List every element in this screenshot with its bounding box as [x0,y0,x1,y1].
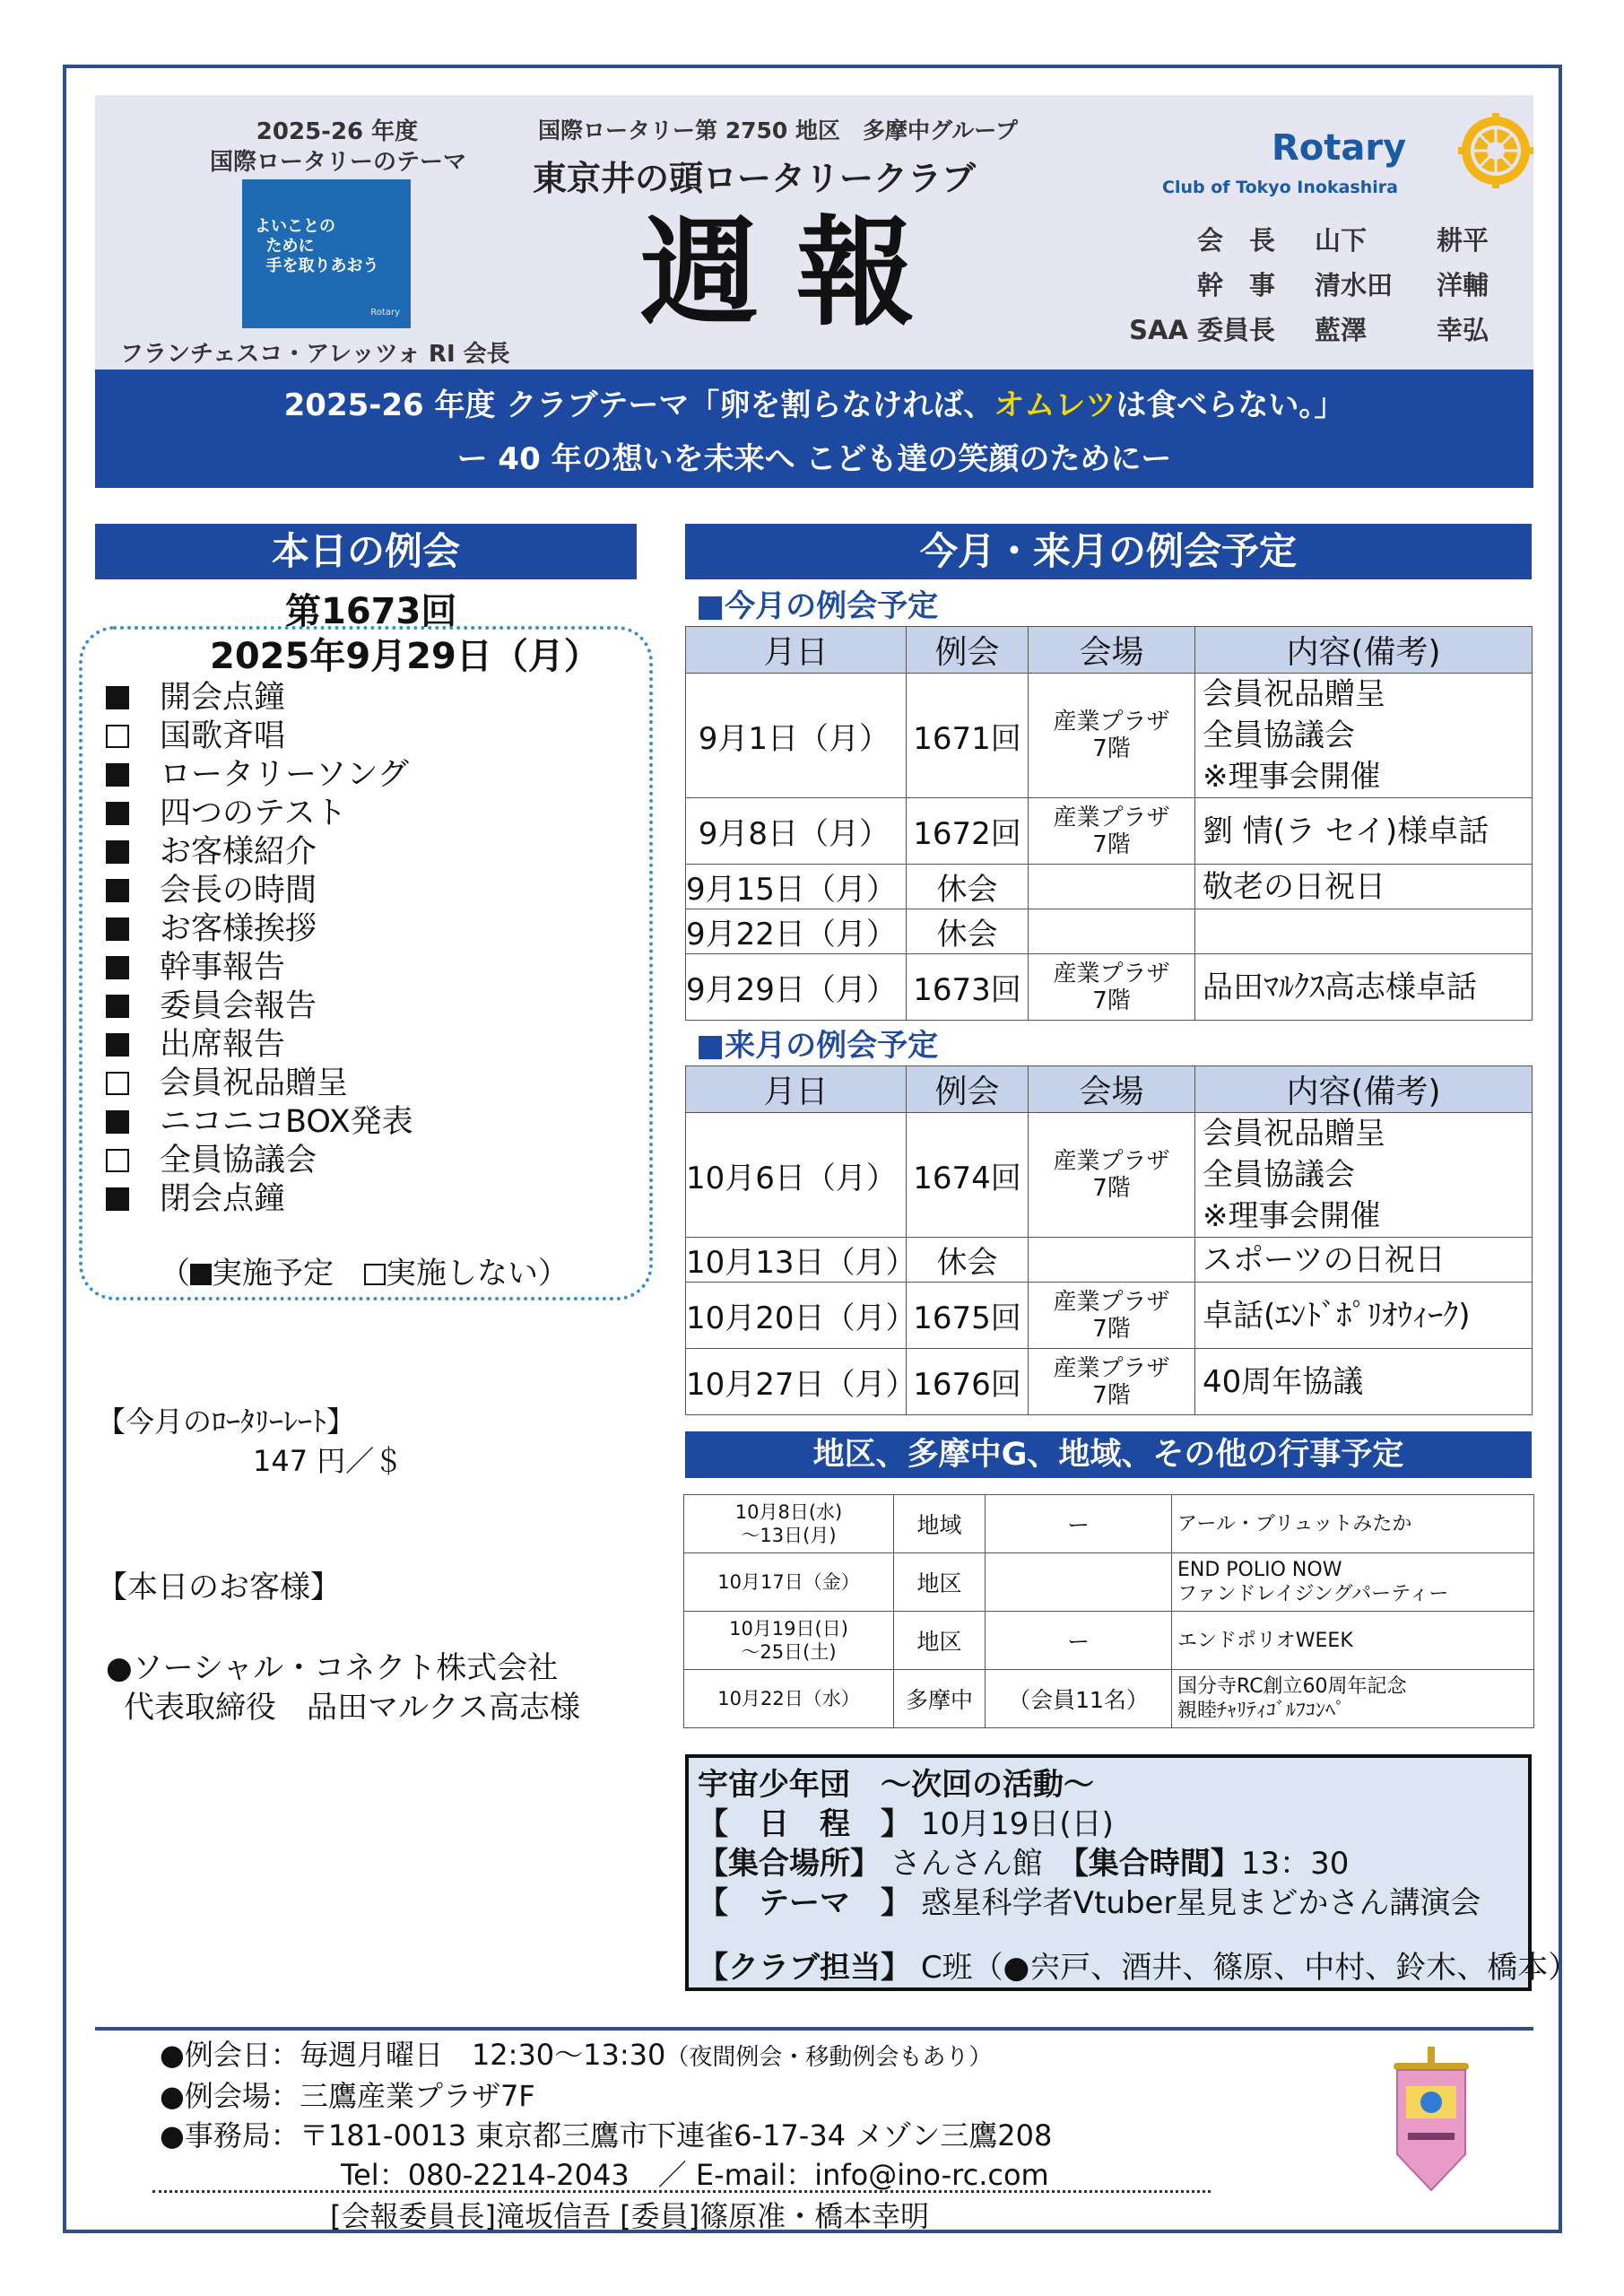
cell-date: 9月15日（月） [686,865,907,909]
agenda-item [106,1097,413,1140]
cell-meeting: 1675回 [907,1283,1029,1349]
cell-note: 劉 情(ラ セイ)様卓話 [1195,798,1533,865]
agenda-item-label: 会長の時間 [160,873,317,909]
cell-meeting: 休会 [907,865,1029,909]
agenda-item-label: ニコニコBOX発表 [160,1104,413,1140]
space-club-title: 宇宙少年団 ～次回の活動～ [698,1767,1094,1803]
officer-row [1105,310,1526,346]
agenda-item [106,1020,286,1063]
cell-meeting: 1671回 [907,674,1029,798]
cell-date: 10月8日(水) ～13日(月) [684,1495,894,1553]
cell-detail [986,1553,1172,1612]
ri-theme-image-text: よいことの ために 手を取りあおう [255,217,379,275]
table-row [684,1670,1534,1728]
cell-note: 40周年協議 [1195,1349,1533,1415]
cell-category: 地域 [894,1495,986,1553]
table-row [686,1238,1533,1283]
club-name: 東京井の頭ロータリークラブ [533,159,977,198]
cell-note: 会員祝品贈呈 全員協議会 ※理事会開催 [1195,674,1533,798]
footer-editors: [会報委員長]滝坂信吾 [委員]篠原准・橋本幸明 [330,2199,930,2233]
agenda-item-label: 会員祝品贈呈 [160,1065,349,1101]
filled-square-icon [106,879,129,902]
table-row [686,798,1533,865]
footer-contact: Tel：080-2214-2043 ／ E-mail：info@ino-rc.com [341,2158,1049,2192]
table-row [686,865,1533,909]
agenda-item [106,827,317,870]
cell-category: 地区 [894,1612,986,1670]
filled-square-icon [190,1264,212,1285]
rotary-rate-value: 147 円／＄ [253,1444,404,1478]
filled-square-icon [106,840,129,864]
cell-venue: 産業プラザ 7階 [1029,798,1195,865]
agenda-item [106,711,286,754]
officer-surname: 山下 [1315,225,1368,256]
club-theme-line2: ー 40 年の想いを未来へ こども達の笑顔のためにー [456,441,1172,477]
table-row [684,1553,1534,1612]
rotary-logo-text: Rotary [1272,127,1407,169]
agenda-item [106,1135,317,1178]
club-theme-highlight: オムレツ [994,387,1116,423]
table-row [686,1349,1533,1415]
cell-venue [1029,865,1195,909]
cell-venue: 産業プラザ 7階 [1029,1349,1195,1415]
this-month-heading: ■今月の例会予定 [696,588,939,624]
cell-note: 卓話(ｴﾝﾄﾞﾎﾟﾘｵｳｨｰｸ) [1195,1283,1533,1349]
column-header: 例会 [907,627,1029,674]
events-table [683,1494,1534,1728]
table-row [684,1612,1534,1670]
district-label: 国際ロータリー第 2750 地区 多摩中グループ [538,117,1018,144]
officer-given-name: 耕平 [1437,225,1489,256]
ri-theme-image [242,179,411,328]
this-month-table [685,626,1533,1021]
filled-square-icon [106,802,129,825]
club-theme-line1: 2025-26 年度 クラブテーマ「卵を割らなければ、オムレツは食べらない。」 [283,387,1345,423]
agenda-item-label: 全員協議会 [160,1143,317,1178]
cell-date: 10月6日（月） [686,1113,907,1238]
agenda-item-label: 幹事報告 [160,950,286,986]
meeting-number: 第1673回 [285,591,457,632]
empty-square-icon [106,1149,129,1172]
cell-event: END POLIO NOW ファンドレイジングパーティー [1172,1553,1534,1612]
rotary-logo-subtitle: Club of Tokyo Inokashira [1162,178,1398,197]
cell-date: 9月8日（月） [686,798,907,865]
cell-note [1195,909,1533,954]
next-month-heading: ■来月の例会予定 [696,1028,939,1064]
agenda-item-label: お客様紹介 [160,834,317,870]
column-header: 月日 [686,627,907,674]
club-pennant-icon [1388,2047,1474,2196]
schedule-heading: 今月・来月の例会予定 [685,524,1532,579]
next-month-table [685,1065,1533,1415]
cell-category: 地区 [894,1553,986,1612]
cell-event: アール・ブリュットみたか [1172,1495,1534,1553]
column-header: 内容(備考) [1195,1066,1533,1113]
cell-event: 国分寺RC創立60周年記念 親睦ﾁｬﾘﾃｨｺﾞﾙﾌｺﾝﾍﾟ [1172,1670,1534,1728]
agenda-legend: （ 実施予定 実施しない） [160,1256,569,1292]
footer-dotted-line [152,2190,1211,2193]
agenda-item [106,981,317,1024]
agenda-item-label: ロータリーソング [160,757,409,793]
filled-square-icon [106,686,129,709]
agenda-item-label: 閉会点鐘 [160,1181,286,1217]
filled-square-icon [106,956,129,979]
events-heading: 地区、多摩中G、地域、その他の行事予定 [685,1431,1532,1478]
guest-name: 代表取締役 品田マルクス高志様 [124,1690,580,1726]
cell-meeting: 1672回 [907,798,1029,865]
cell-date: 10月27日（月） [686,1349,907,1415]
filled-square-icon [106,918,129,941]
column-header: 月日 [686,1066,907,1113]
officer-row [1105,221,1526,257]
space-club-box [685,1754,1579,1991]
officer-surname: 藍澤 [1315,315,1368,345]
agenda-item [106,904,317,947]
agenda-item [106,750,409,793]
cell-venue [1029,909,1195,954]
rotary-rate-heading: 【今月のﾛｰﾀﾘｰﾚｰﾄ】 [97,1405,356,1439]
space-staff-row: 【クラブ担当】 C班（●宍戸、酒井、篠原、中村、鈴木、橋本） [698,1950,1579,1986]
table-header-row [686,1066,1533,1113]
cell-event: エンドポリオWEEK [1172,1612,1534,1670]
cell-date: 10月20日（月） [686,1283,907,1349]
space-theme-row: 【 テーマ 】 惑星科学者Vtuber星見まどかさん講演会 [698,1885,1481,1921]
column-header: 会場 [1029,1066,1195,1113]
masthead [95,95,1533,371]
footer-office: ●事務局：〒181-0013 東京都三鷹市下連雀6-17-34 メゾン三鷹208 [160,2118,1053,2152]
filled-square-icon [106,763,129,787]
guest-company: ●ソーシャル・コネクト株式会社 [106,1650,559,1686]
cell-venue: 産業プラザ 7階 [1029,674,1195,798]
cell-note: 敬老の日祝日 [1195,865,1533,909]
cell-date: 10月22日（水） [684,1670,894,1728]
agenda-item [106,1174,286,1217]
today-heading: 本日の例会 [95,524,637,579]
officer-role: 会 長 [1196,225,1275,256]
officer-given-name: 洋輔 [1437,270,1489,300]
agenda-item [106,673,286,716]
footer-divider [95,2027,1533,2031]
table-row [686,909,1533,954]
agenda-item [106,865,317,909]
table-row [686,1283,1533,1349]
agenda-item-label: 四つのテスト [160,796,347,831]
cell-venue: 産業プラザ 7階 [1029,1113,1195,1238]
officer-surname: 清水田 [1315,270,1394,300]
officer-given-name: 幸弘 [1437,315,1489,345]
ri-theme-heading: 国際ロータリーのテーマ [209,149,466,176]
agenda-item-label: お客様挨拶 [160,911,317,947]
cell-detail: ー [986,1495,1172,1553]
empty-square-icon [106,725,129,748]
filled-square-icon [106,1110,129,1134]
agenda-item-label: 開会点鐘 [160,680,286,716]
empty-square-icon [106,1072,129,1095]
cell-note: スポーツの日祝日 [1195,1238,1533,1283]
filled-square-icon [106,995,129,1018]
officer-row [1105,265,1526,301]
space-place-row: 【集合場所】 さんさん館 【集合時間】13：30 [698,1846,1350,1882]
ri-year: 2025-26 年度 [256,118,419,145]
guests-heading: 【本日のお客様】 [97,1570,341,1605]
table-row [686,1113,1533,1238]
cell-date: 10月19日(日) ～25日(土) [684,1612,894,1670]
agenda-item-label: 国歌斉唱 [160,718,286,754]
cell-meeting: 休会 [907,1238,1029,1283]
agenda-item [106,1058,349,1101]
filled-square-icon [106,1187,129,1211]
cell-date: 10月17日（金） [684,1553,894,1612]
cell-date: 9月1日（月） [686,674,907,798]
cell-date: 10月13日（月） [686,1238,907,1283]
cell-venue [1029,1238,1195,1283]
table-header-row [686,627,1533,674]
cell-meeting: 1674回 [907,1113,1029,1238]
ri-president: フランチェスコ・アレッツォ RI 会長 [120,341,510,368]
column-header: 例会 [907,1066,1029,1113]
cell-note: 品田ﾏﾙｸｽ高志様卓話 [1195,954,1533,1021]
officer-role: 幹 事 [1196,270,1275,300]
table-row [686,954,1533,1021]
cell-detail: ー [986,1612,1172,1670]
rotary-wheel-icon [1458,113,1533,188]
cell-meeting: 1676回 [907,1349,1029,1415]
column-header: 会場 [1029,627,1195,674]
page-title: 週報 [640,204,952,343]
cell-meeting: 1673回 [907,954,1029,1021]
filled-square-icon [106,1033,129,1057]
cell-date: 9月22日（月） [686,909,907,954]
officer-role: SAA 委員長 [1129,315,1275,345]
cell-note: 会員祝品贈呈 全員協議会 ※理事会開催 [1195,1113,1533,1238]
agenda-item [106,788,347,831]
footer-meeting-venue: ●例会場：三鷹産業プラザ7F [160,2079,535,2113]
space-date-row: 【 日 程 】 10月19日(日) [698,1806,1114,1842]
cell-detail: （会員11名） [986,1670,1172,1728]
cell-meeting: 休会 [907,909,1029,954]
ri-theme-image-logo: Rotary [370,308,400,317]
cell-venue: 産業プラザ 7階 [1029,1283,1195,1349]
column-header: 内容(備考) [1195,627,1533,674]
table-row [684,1495,1534,1553]
table-row [686,674,1533,798]
agenda-item-label: 委員会報告 [160,988,317,1024]
empty-square-icon [364,1264,386,1285]
club-theme-band [95,370,1533,488]
footer-meeting-day: ●例会日：毎週月曜日 12:30～13:30（夜間例会・移動例会もあり） [160,2038,993,2072]
cell-date: 9月29日（月） [686,954,907,1021]
agenda-item [106,943,286,986]
cell-venue: 産業プラザ 7階 [1029,954,1195,1021]
cell-category: 多摩中 [894,1670,986,1728]
agenda-item-label: 出席報告 [160,1027,286,1063]
meeting-date: 2025年9月29日（月） [210,636,600,677]
